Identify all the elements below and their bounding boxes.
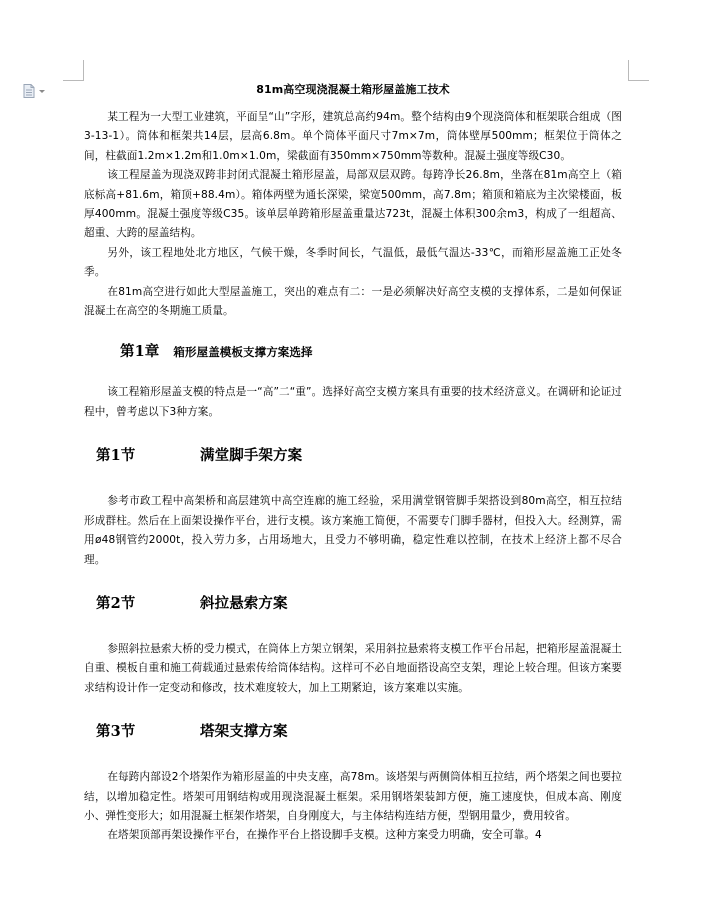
- section-heading-1: [84, 438, 622, 474]
- section-title: 塔架支撑方案: [200, 724, 288, 741]
- document-title: 81m高空现浇混凝土箱形屋盖施工技术: [256, 83, 450, 96]
- section-paragraph: 在塔架顶部再架设操作平台，在操作平台上搭设脚手支模。这种方案受力明确，安全可靠。4: [107, 829, 542, 842]
- document-page-icon[interactable]: [22, 83, 50, 97]
- crop-mark-top-left: [63, 60, 84, 81]
- section-title: 斜拉悬索方案: [200, 595, 288, 612]
- section-paragraph: 参照斜拉悬索大桥的受力模式，在筒体上方架立钢架，采用斜拉悬索将支模工作平台吊起，把箱形屋盖混凝土自重、模板自重和施工荷载通过悬索传给筒体结构。这样可不必自地面搭设高空支架，理论上较合理。但该方案要求结构设计作一定变动和修改，技术难度较大，加上工期紧迫，该方案难以实施。: [84, 642, 622, 694]
- section-paragraph: 参考市政工程中高架桥和高层建筑中高空连廊的施工经验，采用满堂钢管脚手架搭设到80m高空，相互拉结形成群柱。然后在上面架设操作平台，进行支模。该方案施工简便，不需要专门脚手器材，但投入大。经测算，需用ø48钢管约2000t，投入劳力多，占用场地大，且受力不够明确，稳定性难以控制，在技术上经济上都不尽合理。: [84, 495, 622, 566]
- chapter-title: 箱形屋盖模板支撑方案选择: [173, 345, 313, 360]
- section-title: 满堂脚手架方案: [200, 448, 303, 465]
- section-number: 第3节: [96, 723, 136, 741]
- section-heading-3: [84, 714, 622, 750]
- intro-paragraph: 该工程屋盖为现浇双跨非封闭式混凝土箱形屋盖，局部双层双跨。每跨净长26.8m，坐落在81m高空上（箱底标高+81.6m，箱顶+88.4m）。箱体两壁为通长深梁，梁宽500mm，高7.8m；箱顶和箱底为主次梁楼面，板厚400mm。混凝土强度等级C35。该单层单跨箱形屋盖重量达723t，混凝土体积300余m3，构成了一组超高、超重、大跨的屋盖结构。: [84, 169, 622, 240]
- section-paragraph: 在每跨内部设2个塔架作为箱形屋盖的中央支座，高78m。该塔架与两侧筒体相互拉结，两个塔架之间也要拉结，以增加稳定性。塔架可用钢结构或用现浇混凝土框架。采用钢塔架装卸方便，施工速度快，但成本高、刚度小、弹性变形大；如用混凝土框架作塔架，自身刚度大，与主体结构连结方便，型钢用量少，费用较省。: [84, 771, 622, 822]
- intro-paragraph: 某工程为一大型工业建筑，平面呈“山”字形，建筑总高约94m。整个结构由9个现浇筒体和框架联合组成（图3-13-1）。筒体和框架共14层，层高6.8m。单个筒体平面尺寸7m×7m，筒体壁厚500mm；框架位于筒体之间，柱截面1.2m×1.2m和1.0m×1.0m，梁截面有350mm×750mm等数种。混凝土强度等级C30。: [84, 111, 622, 162]
- chapter-number: 第1章: [120, 343, 160, 361]
- section-number: 第2节: [96, 594, 136, 612]
- intro-paragraph: 在81m高空进行如此大型屋盖施工，突出的难点有二：一是必须解决好高空支模的支撑体系，二是如何保证混凝土在高空的冬期施工质量。: [84, 285, 622, 318]
- chapter-heading: [84, 335, 622, 369]
- crop-mark-top-right: [628, 60, 649, 81]
- section-number: 第1节: [96, 447, 136, 465]
- document-body: [84, 80, 622, 846]
- section-heading-2: [84, 586, 622, 622]
- intro-paragraph: 另外，该工程地处北方地区，气候干燥，冬季时间长，气温低，最低气温达-33℃，而箱形屋盖施工正处冬季。: [84, 246, 622, 279]
- chapter-intro-paragraph: 该工程箱形屋盖支模的特点是一“高”二“重”。选择好高空支模方案具有重要的技术经济意义。在调研和论证过程中，曾考虑以下3种方案。: [84, 386, 622, 418]
